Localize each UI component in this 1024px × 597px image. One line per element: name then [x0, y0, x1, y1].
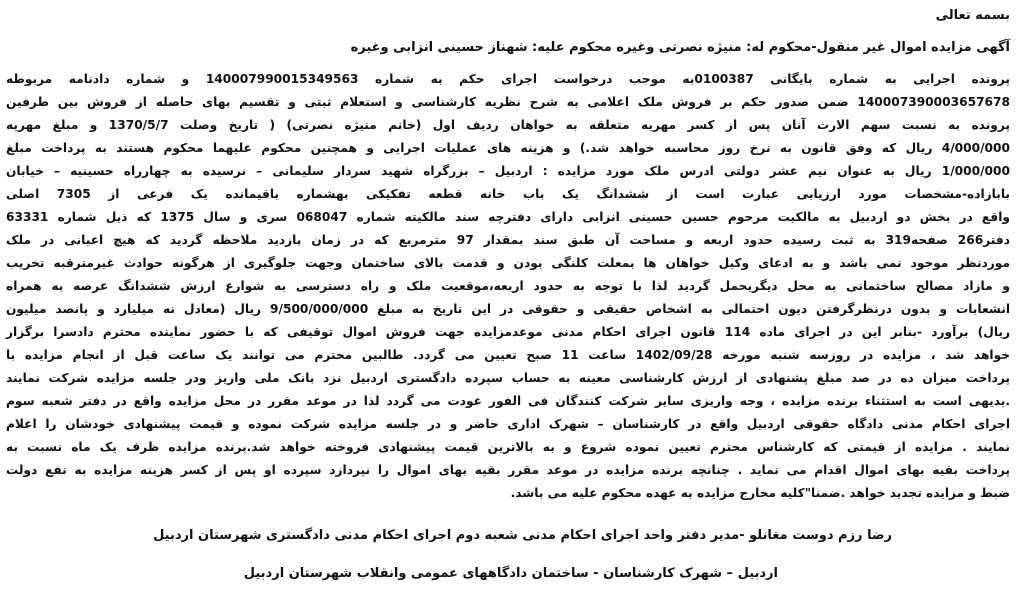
signature-line: رضا رزم دوست مغانلو -مدیر دفتر واحد اجرای احکام مدنی شعبه دوم اجرای احکام مدنی دادگستری شهرستان اردبیل	[153, 528, 892, 543]
body-line: و مازاد مصالح ساختمانی به محل دیگریحمل گردید لذا با توجه به حدود اربعه،موقعیت ملک و راه دسترسی به شوارع ارزش ششدانگ عرصه به همراه	[6, 279, 1010, 293]
body-line: انشعابات و بدون درنظرگرفتن دیون احتمالی به اشخاص حقیقی و حقوقی در این تاریخ به مبلغ 9/500/000/000 ریال (معادل نه میلیارد و پانصد میلیون	[6, 302, 1010, 316]
body-line-last: ضبط و مزایده تجدید خواهد .ضمنا"کلیه مخارج مزایده به عهده محکوم علیه می باشد.	[510, 486, 1010, 500]
body-line: .بدیهی است به استثناء برنده مزایده ، وجه واریزی سایر شرکت کنندگان فی الفور عودت می گردد لذا در موعد مقرر در محل مزایده واقع در دفتر شعبه سوم	[6, 394, 1010, 408]
body-line: پرونده اجرایی به شماره بایگانی 0100387به موجب درخواست اجرای حکم به شماره 14000799001534956‌3 و شماره دادنامه مربوطه	[6, 72, 1010, 86]
body-line: دفتر266 صفحه319 به ثبت رسیده حدود اربعه و مساحت آن طبق سند بمقدار 97 مترمربع که در زمان بازدید ملاحظه گردید که هیچ اعیانی در ملک	[6, 233, 1010, 247]
auction-notice	[6, 4, 1010, 593]
body-line: بابازاده-مشخصات مورد ارزیابی عبارت است از ششدانگ یک باب خانه قطعه تفکیکی بهشماره باقیمانده یک فرعی از 7305 اصلی	[6, 187, 1010, 201]
body-line: 4/000/000 ریال که وفق قانون به نرخ روز محاسبه خواهد شد.) و هزینه های عملیات اجرایی و همچنین محکوم علیهما محکوم هستند به پرداخت مبلغ	[6, 141, 1010, 155]
address-line: اردبیل – شهرک کارشناسان - ساختمان دادگاههای عمومی وانقلاب شهرستان اردبیل	[243, 566, 778, 581]
notice-title: آگهی مزایده اموال غیر منقول-محکوم له: منیژه نصرتی وغیره محکوم علیه: شهناز حسینی انزابی وغیره	[350, 40, 1010, 55]
body-line: اجرای احکام مدنی دادگاه حقوقی اردبیل واقع در کارشناسان – شهرک اداری حاضر و در جلسه مزایده شرکت نموده و قیمت پیشنهادی خودشان را اعلام	[6, 417, 1010, 431]
body-line: 1/000/000 ریال به عنوان نیم عشر دولتی ادرس ملک مورد مزایده : اردبیل – بزرگراه شهید سردار سلیمانی – نرسیده به چهارراه حسینیه – خیابان	[6, 164, 1010, 178]
body-line: واقع در بخش دو اردبیل به مالکیت مرحوم حسین حسینی انزابی دارای دفترچه سند مالکیته شماره 068047 سری و سال 1375 که ذیل شماره 63331	[6, 210, 1010, 224]
body-line: پرداخت بقیه بهای اموال اقدام می نماید . چنانچه برنده مزایده در موعد مقرر بقیه بهای اموال را نپردازد سپرده او پس از کسر هزینه مزایده به نفع دولت	[6, 463, 1010, 477]
invocation-heading: بسمه تعالی	[935, 8, 1010, 23]
body-line: 140007390003657678 ضمن صدور حکم بر فروش ملک اعلامی به شرح نظریه کارشناسی و استعلام ثبتی و تقسیم بهای حاصله از فروش بین طرفین	[6, 95, 1010, 109]
body-line: خواهد شد ، مزایده در روزسه شنبه مورخه 1402/09/28 ساعت 11 صبح تعیین می گردد. طالبین محترم می توانند یک ساعت قبل از انجام مزایده با	[6, 348, 1011, 362]
body-line: پرداخت میزان ده در صد مبلغ پشنهادی از ارزش کارشناسی معینه به حساب سپرده دادگستری اردبیل نزد بانک ملی واریز ودر جلسه مزایده شرکت نمایند	[6, 371, 1010, 385]
body-line: پرونده به نسبت سهم الارث آنان پس از کسر مهریه متعلقه به خواهان ردیف اول (خانم منیژه نصرتی) ( تاریخ وصلت 1370/5/7 و مبلغ مهریه	[6, 118, 1010, 132]
body-line: نمایند . مزایده از قیمتی که کارشناس محترم تعیین نموده شروع و به بالاترین قیمت پیشنهادی فروخته خواهد شد.برنده مزایده ظرف یک ماه نسبت به	[6, 440, 1010, 454]
body-line: ریال) برآورد -بنابر این در اجرای ماده 114 قانون اجرای احکام مدنی موعدمزایده جهت فروش اموال توقیفی که با حضور نماینده محترم دادسرا برگزار	[6, 325, 1010, 339]
body-line: موردنظر موجود نمی باشد و به ادعای وکیل خواهان ها بمعلت کلنگی بودن و قدمت بالای ساختمان وجهت جلوگیری از هرگونه حوادث غیرمترقبه تخریب	[6, 256, 1010, 270]
